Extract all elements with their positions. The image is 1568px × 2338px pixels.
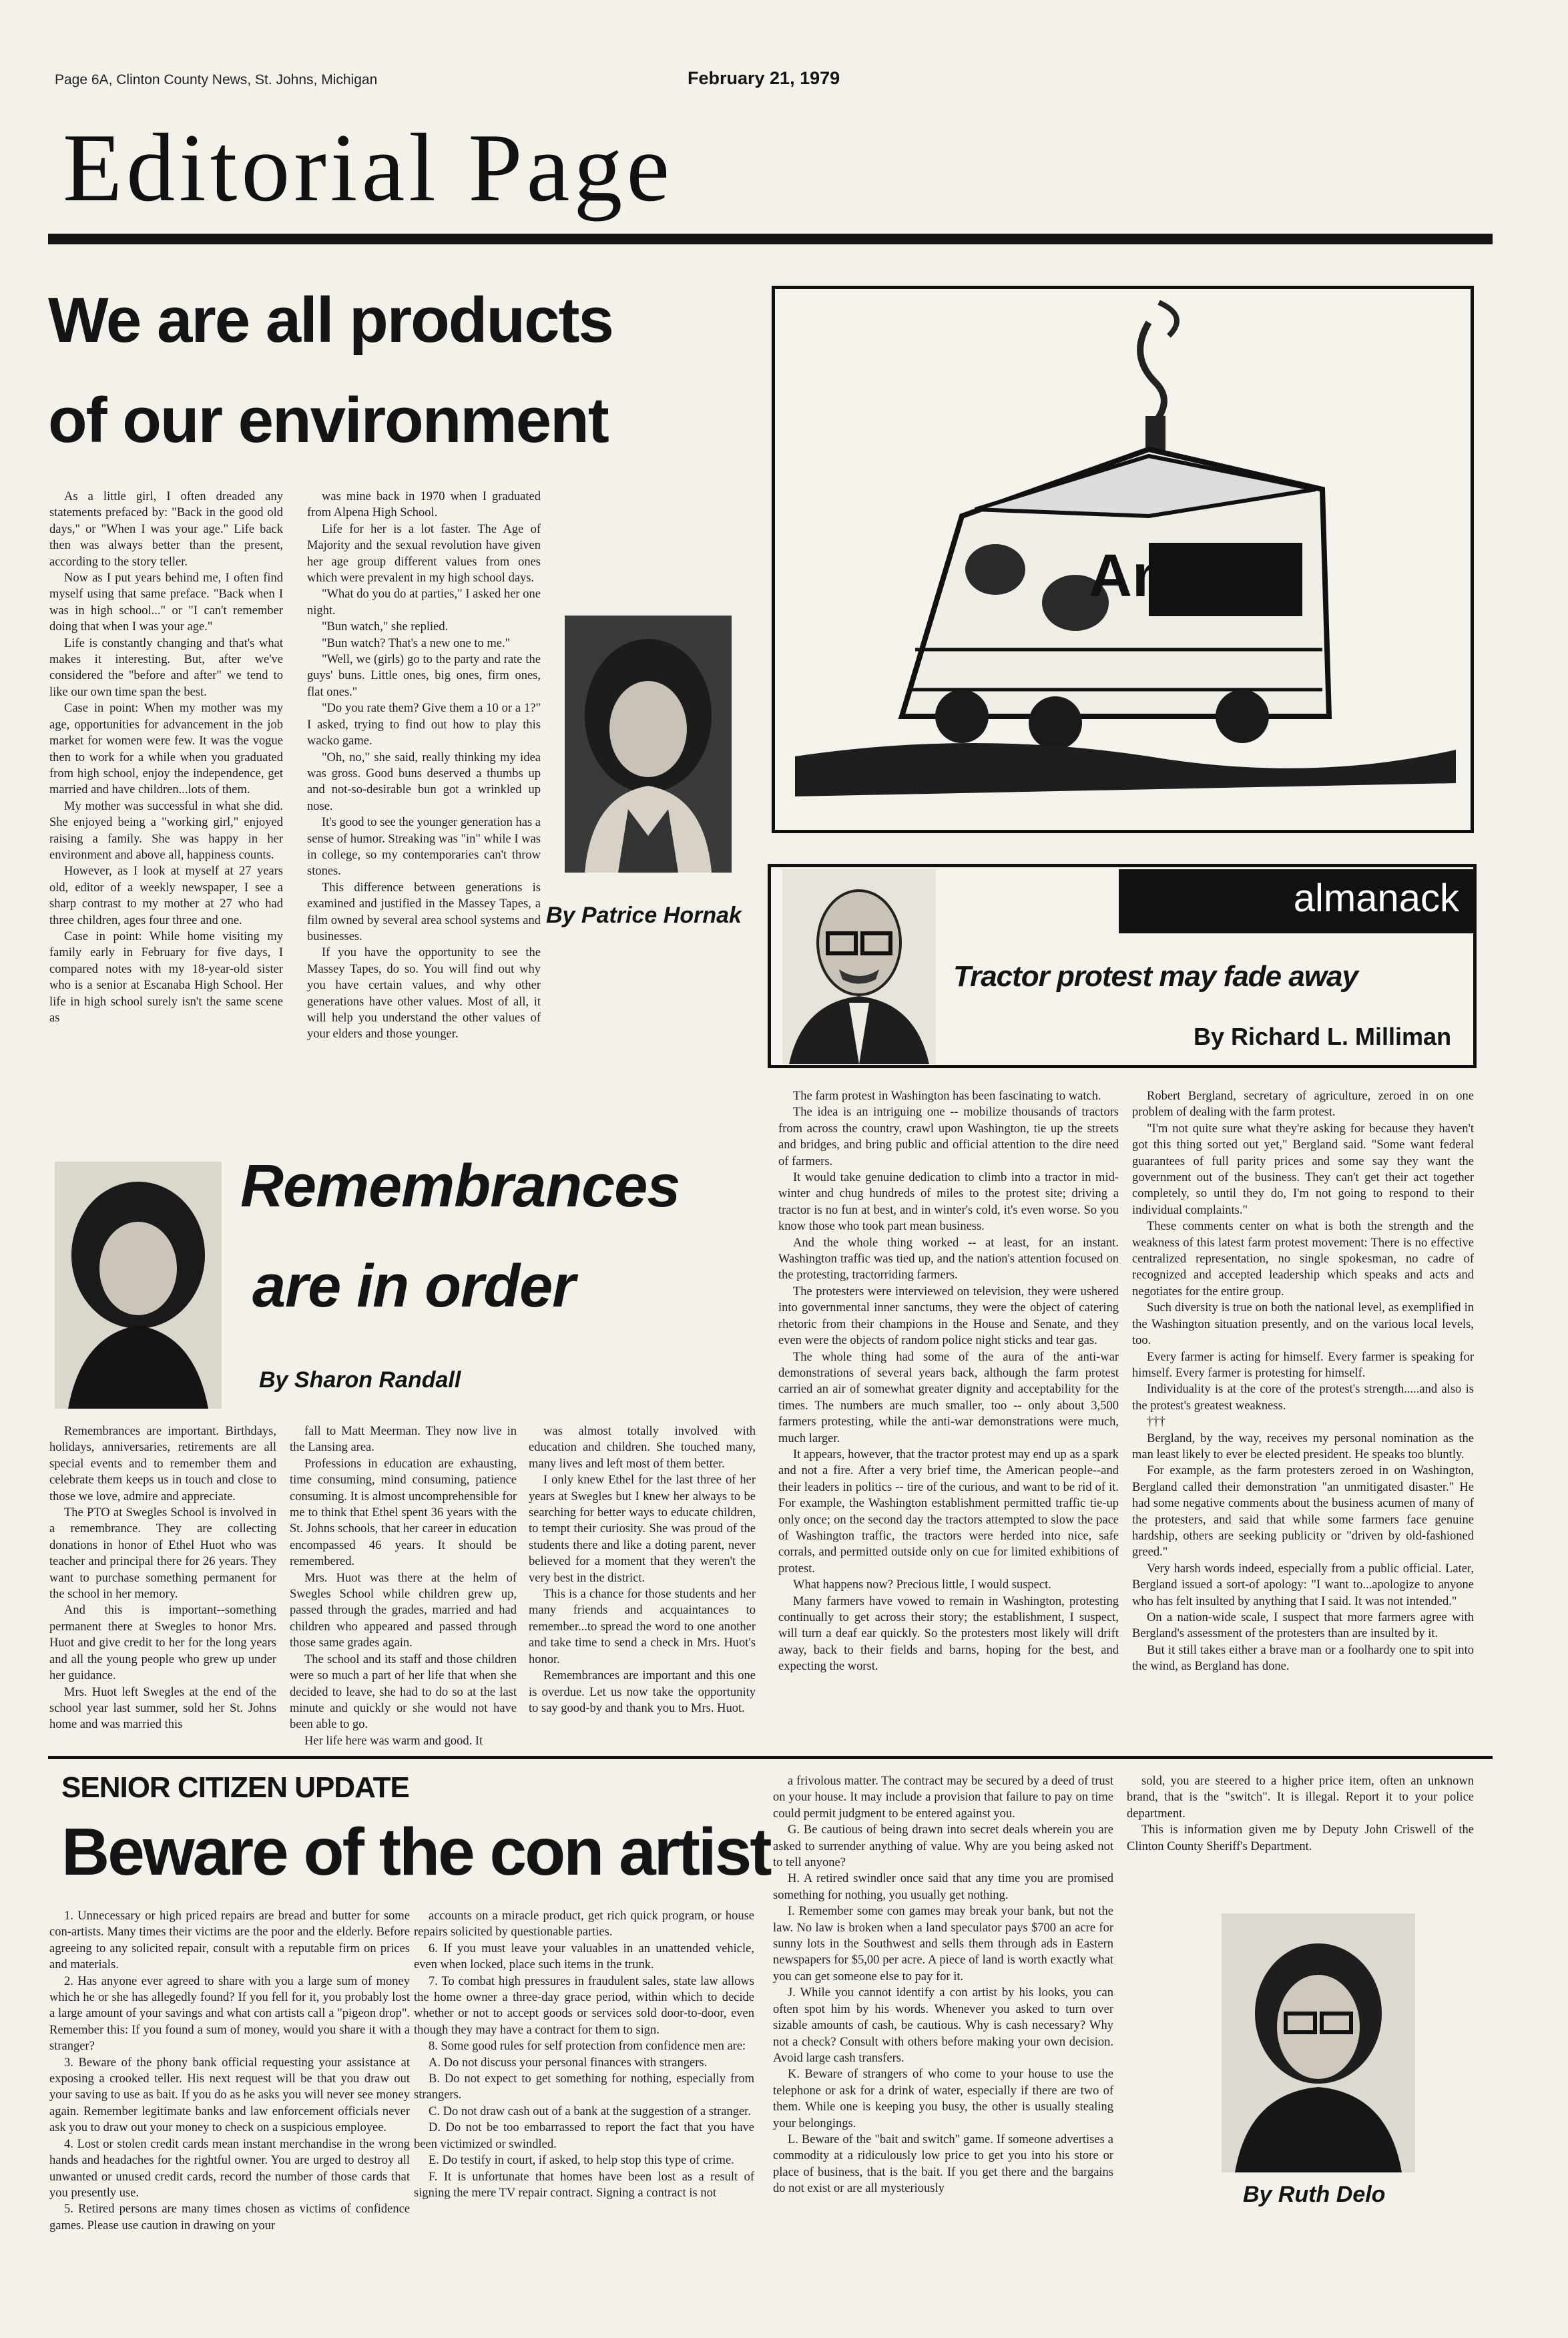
amtrak-cartoon bbox=[772, 286, 1474, 833]
paragraph: However, as I look at myself at 27 years old, editor of a weekly newspaper, I see a sharp contrast to my mother at 27 who had three children, ages four three and one. bbox=[49, 865, 283, 927]
paragraph: F. It is unfortunate that homes have been lost as a result of signing the mere TV repair contract. Signing a contract is not bbox=[414, 2170, 754, 2200]
paragraph: Bergland, by the way, receives my personal nomination as the man least likely to ever be elected president. He speaks too bluntly. bbox=[1132, 1431, 1474, 1461]
paragraph: A. Do not discuss your personal finances with strangers. bbox=[429, 2056, 708, 2070]
senior-kicker: SENIOR CITIZEN UPDATE bbox=[61, 1771, 409, 1804]
remembrances-headline-line2: are in order bbox=[252, 1253, 575, 1320]
paragraph: The idea is an intriguing one -- mobilize thousands of tractors from across the country, crawl upon Washington, tie up the streets and bridges, and bring public and official attention to the dire need of farmers. bbox=[778, 1106, 1119, 1168]
senior-column-2 bbox=[414, 1908, 754, 2201]
paragraph: It would take genuine dedication to climb into a tractor in mid-winter and chug hundreds of miles to the protest site; driving a tractor is no fun at best, and in winter's cold, it's even worse. So you know those who took part mean business. bbox=[778, 1171, 1119, 1234]
paragraph: B. Do not expect to get something for nothing, especially from strangers. bbox=[414, 2072, 754, 2102]
remembrances-column-2 bbox=[290, 1423, 517, 1749]
paragraph: I. Remember some con games may break your bank, but not the law. No law is broken when a land speculator pays $700 an acre for sunny lots in the Southwest and sells them through ads in Eastern newspapers for $5,00 per acre. A piece of land is worth exactly what you can get someone else to pay for it. bbox=[773, 1905, 1113, 1983]
con-artist-headline: Beware of the con artist bbox=[61, 1815, 770, 1889]
paragraph: On a nation-wide scale, I suspect that more farmers agree with Bergland's assessment of the protesters than are insulted by it. bbox=[1132, 1611, 1474, 1641]
paragraph: fall to Matt Meerman. They now live in the Lansing area. bbox=[290, 1425, 517, 1455]
paragraph: D. Do not be too embarrassed to report the fact that you have been victimized or swindled. bbox=[414, 2121, 754, 2151]
hornak-byline: By Patrice Hornak bbox=[546, 903, 742, 928]
paragraph: 4. Lost or stolen credit cards mean instant merchandise in the wrong hands and headaches for the rightful owner. You are urged to destroy all unwanted or unused credit cards, record the number of those cards that you presently use. bbox=[49, 2137, 410, 2200]
paragraph: Mrs. Huot was there at the helm of Swegles School while children grew up, passed through the grades, married and had children who appeared and passed through those same grades again. bbox=[290, 1571, 517, 1650]
paragraph: "Do you rate them? Give them a 10 or a 1?" I asked, trying to find out how to play this wacko game. bbox=[307, 702, 541, 748]
paragraph: 6. If you must leave your valuables in an unattended vehicle, even when locked, place such items in the trunk. bbox=[414, 1941, 754, 1972]
paragraph: C. Do not draw cash out of a bank at the suggestion of a stranger. bbox=[429, 2104, 751, 2118]
issue-date: February 21, 1979 bbox=[688, 68, 840, 88]
paragraph: "What do you do at parties," I asked her one night. bbox=[307, 588, 541, 618]
paragraph: Remembrances are important and this one is overdue. Let us now take the opportunity to say good-by and thank you to Mrs. Huot. bbox=[529, 1669, 756, 1715]
paragraph: J. While you cannot identify a con artist by his looks, you can often spot him by his words. Whenever you asked to turn over sizable amounts of cash, be cautious. Why is cash necessary? Why not a check? Consult with others before making your own decision. Avoid large cash transfers. bbox=[773, 1986, 1113, 2065]
paragraph: Many farmers have vowed to remain in Washington, protesting continually to get across their story; the establishment, I suspect, will turn a deaf ear quickly. So the protesters most likely will drift away, back to their fields and barns, hoping for the best, and expecting the worst. bbox=[778, 1594, 1119, 1674]
remembrances-headline-line1: Remembrances bbox=[240, 1153, 680, 1220]
paragraph: H. A retired swindler once said that any time you are promised something for nothing, you usually get nothing. bbox=[773, 1872, 1113, 1902]
sharon-randall-photo bbox=[55, 1162, 222, 1409]
paragraph: 3. Beware of the phony bank official requesting your assistance at exposing a crooked teller. His next request will be that you draw out your saving to use as bait. If you do as he asks you will never see money again. Remember legitimate banks and law enforcement officials never ask you to draw out your money to check on a suspicious employee. bbox=[49, 2056, 410, 2135]
almanack-banner: almanack bbox=[1119, 869, 1477, 933]
paragraph: And this is important--something permanent there at Swegles to honor Mrs. Huot and give credit to her for the long years and all the young people who grew up under her guidance. bbox=[49, 1604, 276, 1683]
paragraph: And the whole thing worked -- at least, for an instant. Washington traffic was tied up, and the nation's attention focused on the protesting, tractorriding farmers. bbox=[778, 1236, 1119, 1282]
paragraph: "I'm not quite sure what they're asking for because they haven't got this thing sorted out yet," Bergland said. "Some want federal guarantees of full parity prices and some say they want the government out of the business. They can't get their act together completely, so until they do, I'm not going to respond to their individual complaints." bbox=[1132, 1122, 1474, 1217]
paragraph: a frivolous matter. The contract may be secured by a deed of trust on your house. It may include a provision that failure to pay on time could permit judgment to be entered against you. bbox=[773, 1775, 1113, 1821]
paragraph: The school and its staff and those children were so much a part of her life that when she decided to leave, she had to do so at the last minute and quickly or she would not have been able to go. bbox=[290, 1652, 517, 1732]
paragraph: accounts on a miracle product, get rich quick program, or house repairs solicited by questionable parties. bbox=[414, 1909, 754, 1939]
senior-column-4 bbox=[1127, 1773, 1474, 1855]
paragraph: Now as I put years behind me, I often find myself using that same preface. "Back when I was in high school..." or "I can't remember doing that when I was your age." bbox=[49, 571, 283, 634]
paragraph: Her life here was warm and good. It bbox=[304, 1734, 483, 1748]
amtrak-lettering: Amtrak bbox=[1089, 543, 1296, 610]
paragraph: This is a chance for those students and her many friends and acquaintances to remember...to spread the word to one another and take time to send a check in Mrs. Huot's honor. bbox=[529, 1588, 756, 1666]
paragraph: Such diversity is true on both the national level, as exemplified in the Washington situation presently, and on the various local levels, too. bbox=[1132, 1301, 1474, 1348]
paragraph: K. Beware of strangers of who come to your house to use the telephone or ask for a drink of water, especially if there are two of them. While one is keeping you busy, the other is usually stealing your belongings. bbox=[773, 2068, 1113, 2130]
paragraph: The protesters were interviewed on television, they were ushered into governmental inner sanctums, they were the object of catering rhetoric from their champions in the House and Senate, and they even were the objects of random police night sticks and tear gas. bbox=[778, 1284, 1119, 1348]
paragraph: What happens now? Precious little, I would suspect. bbox=[793, 1578, 1051, 1592]
remembrances-column-3 bbox=[529, 1423, 756, 1716]
paragraph: ††† bbox=[1147, 1415, 1165, 1429]
paragraph: Case in point: While home visiting my family early in February for five days, I compared notes with my 18-year-old sister who is a senior at Escanaba High School. Her life in high school surely isn't the same scene as bbox=[49, 929, 283, 1025]
milliman-photo bbox=[782, 869, 936, 1064]
paragraph: Mrs. Huot left Swegles at the end of the school year last summer, sold her St. Johns home and was married this bbox=[49, 1685, 276, 1732]
paragraph: It's good to see the younger generation has a sense of humor. Streaking was "in" while I was in college, so my contemporaries can't throw stones. bbox=[307, 816, 541, 879]
paragraph: Professions in education are exhausting, time consuming, mind consuming, patience consuming. It is almost uncomprehensible for me to think that Ethel spent 36 years with the St. Johns schools, that her career in education encompassed 46 years. It should be remembered. bbox=[290, 1457, 517, 1569]
paragraph: "Bun watch? That's a new one to me." bbox=[322, 636, 511, 650]
paragraph: 5. Retired persons are many times chosen as victims of confidence games. Please use caution in drawing on your bbox=[49, 2202, 410, 2233]
paragraph: For example, as the farm protesters zeroed in on Washington, Bergland called their demonstration "an unmitigated disaster." He had some negative comments about the business acumen of many of the protesters, and said that while some farmers face genuine hardship, others are seeking publicity or "driven by old-fashioned greed." bbox=[1132, 1464, 1474, 1560]
tractor-headline: Tractor protest may fade away bbox=[953, 960, 1358, 993]
paragraph: "Bun watch," she replied. bbox=[322, 620, 449, 634]
paragraph: "Well, we (girls) go to the party and rate the guys' buns. Little ones, big ones, firm ones, flat ones." bbox=[307, 653, 541, 699]
environment-column-1 bbox=[49, 489, 283, 1026]
paragraph: Life is constantly changing and that's what makes it interesting. But, after we've considered the "before and after" we tend to like our own time span the best. bbox=[49, 636, 283, 699]
page-folio: Page 6A, Clinton County News, St. Johns, Michigan bbox=[55, 72, 378, 87]
paragraph: sold, you are steered to a higher price item, often an unknown brand, that is the "switch". It is illegal. Report it to your police department. bbox=[1127, 1775, 1474, 1821]
paragraph: Remembrances are important. Birthdays, holidays, anniversaries, retirements are all special events and to remember them and celebrate them keeps us in touch and close to those we love, admire and appreciate. bbox=[49, 1425, 276, 1503]
paragraph: 1. Unnecessary or high priced repairs are bread and butter for some con-artists. Many times their victims are the poor and the elderly. Before agreeing to any solicited repair, consult with a reputable firm on prices and materials. bbox=[49, 1909, 410, 1972]
paragraph: Case in point: When my mother was my age, opportunities for advancement in the job market for women were few. It was the vogue then to work for a while when you graduated from high school, enjoy the independence, get married and have children...lots of them. bbox=[49, 702, 283, 797]
masthead-rule bbox=[48, 234, 1493, 244]
environment-headline-line1: We are all products bbox=[48, 284, 613, 356]
paragraph: These comments center on what is both the strength and the weakness of this latest farm protest movement: There is no effective centralized representation, no single spokesman, no cadre of recognized and accepted leadership which speaks and acts and negotiates for the entire group. bbox=[1132, 1220, 1474, 1299]
ruth-delo-photo bbox=[1222, 1913, 1415, 2172]
paragraph: was almost totally involved with education and children. She touched many, many lives and left most of them better. bbox=[529, 1425, 756, 1471]
patrice-hornak-photo bbox=[565, 616, 732, 873]
environment-headline-line2: of our environment bbox=[48, 385, 608, 456]
paragraph: The farm protest in Washington has been fascinating to watch. bbox=[793, 1090, 1101, 1103]
paragraph: It appears, however, that the tractor protest may end up as a spark and not a fire. After a very brief time, the American people--and their leaders in politics -- tire of the curious, and want to be rid of it. For example, the Washington establishment permitted traffic tie-up only once; on the second day the tractors attempted to slow the pace of Washington traffic, the tractors were herded into nice, safe corrals, and permitted outside only on cue for limited exhibitions of protest. bbox=[778, 1447, 1119, 1576]
paragraph: The PTO at Swegles School is involved in a remembrance. They are collecting donations in honor of Ethel Huot who was teacher and principal there for 26 years. They want to purchase something permanent for the school in her memory. bbox=[49, 1506, 276, 1602]
environment-column-2 bbox=[307, 489, 541, 1043]
randall-byline: By Sharon Randall bbox=[259, 1367, 461, 1393]
senior-section-rule bbox=[48, 1756, 1493, 1759]
paragraph: Life for her is a lot faster. The Age of Majority and the sexual revolution have given her age group different values from ones which were prevalent in my high school days. bbox=[307, 522, 541, 586]
almanack-column-2 bbox=[1132, 1088, 1474, 1675]
paragraph: This difference between generations is examined and justified in the Massey Tapes, a film owned by several area school systems and businesses. bbox=[307, 881, 541, 943]
milliman-byline: By Richard L. Milliman bbox=[1194, 1023, 1452, 1050]
delo-byline: By Ruth Delo bbox=[1243, 2182, 1386, 2207]
paragraph: was mine back in 1970 when I graduated from Alpena High School. bbox=[307, 490, 541, 520]
paragraph: L. Beware of the "bait and switch" game. If someone advertises a commodity at a ridiculously low price to get you into his store or place of business, that is the bait. If you get there and the bargains do not exist or are all mysteriously bbox=[773, 2132, 1113, 2196]
paragraph: As a little girl, I often dreaded any statements prefaced by: "Back in the good old days," or "When I was your age." Life back then was always better than the present, according to the story teller. bbox=[49, 490, 283, 569]
paragraph: My mother was successful in what she did. She enjoyed being a "working girl," enjoyed raising a family. She was happy in her environment and above all, happiness counts. bbox=[49, 799, 283, 862]
paragraph: Very harsh words indeed, especially from a public official. Later, Bergland issued a sort-of apology: "I want to...apologize to anyone who has felt insulted by anything that I said. It was not intended." bbox=[1132, 1562, 1474, 1608]
remembrances-column-1 bbox=[49, 1423, 276, 1733]
paragraph: The whole thing had some of the aura of the anti-war demonstrations of several years back, although the farm protest carried an air of somewhat greater dignity and acceptability for the times. The numbers are much smaller, too -- only about 3,500 farmers protesting, while the anti-war demonstrations were much, much larger. bbox=[778, 1350, 1119, 1445]
senior-column-3 bbox=[773, 1773, 1113, 2197]
masthead-title: Editorial Page bbox=[63, 113, 674, 222]
environment-headline bbox=[48, 284, 742, 487]
senior-column-1 bbox=[49, 1908, 410, 2234]
almanack-column-1 bbox=[778, 1088, 1119, 1675]
paragraph: E. Do testify in court, if asked, to help stop this type of crime. bbox=[429, 2154, 734, 2168]
paragraph: "Oh, no," she said, really thinking my idea was gross. Good buns deserved a thumbs up and not-so-desirable bun got a wrinkled up nose. bbox=[307, 750, 541, 813]
paragraph: If you have the opportunity to see the Massey Tapes, do so. You will find out why you have certain values, and why other generations have other values. Most of all, it will help you understand the other values of your elders and those younger. bbox=[307, 946, 541, 1041]
paragraph: Every farmer is acting for himself. Every farmer is speaking for himself. Every farmer is protesting for himself. bbox=[1132, 1350, 1474, 1380]
paragraph: 8. Some good rules for self protection from confidence men are: bbox=[429, 2040, 746, 2054]
paragraph: 7. To combat high pressures in fraudulent sales, state law allows the home owner a three-day grace period, within which to decide whether or not to accept goods or services sold door-to-door, even though they may have a contract for them to sign. bbox=[414, 1974, 754, 2037]
paragraph: But it still takes either a brave man or a foolhardy one to spit into the wind, as Bergland has done. bbox=[1132, 1643, 1474, 1674]
paragraph: Individuality is at the core of the protest's strength.....and also is the protest's greatest weakness. bbox=[1132, 1383, 1474, 1413]
paragraph: Robert Bergland, secretary of agriculture, zeroed in on one problem of dealing with the farm protest. bbox=[1132, 1090, 1474, 1120]
paragraph: G. Be cautious of being drawn into secret deals wherein you are asked to surrender anything of value. Why are you being asked not to tell anyone? bbox=[773, 1823, 1113, 1870]
paragraph: I only knew Ethel for the last three of her years at Swegles but I knew her always to be searching for better ways to educate children, to tempt their curiosity. She was proud of the students there and like a doting parent, never believed for a moment that they weren't the very best in the district. bbox=[529, 1473, 756, 1585]
paragraph: This is information given me by Deputy John Criswell of the Clinton County Sheriff's Department. bbox=[1127, 1823, 1474, 1853]
paragraph: 2. Has anyone ever agreed to share with you a large sum of money which he or she has allegedly found? If you fell for it, you probably lost a large amount of your savings and what con artists call a "pigeon drop". Remember this: If you found a sum of money, would you share it with a stranger? bbox=[49, 1974, 410, 2054]
